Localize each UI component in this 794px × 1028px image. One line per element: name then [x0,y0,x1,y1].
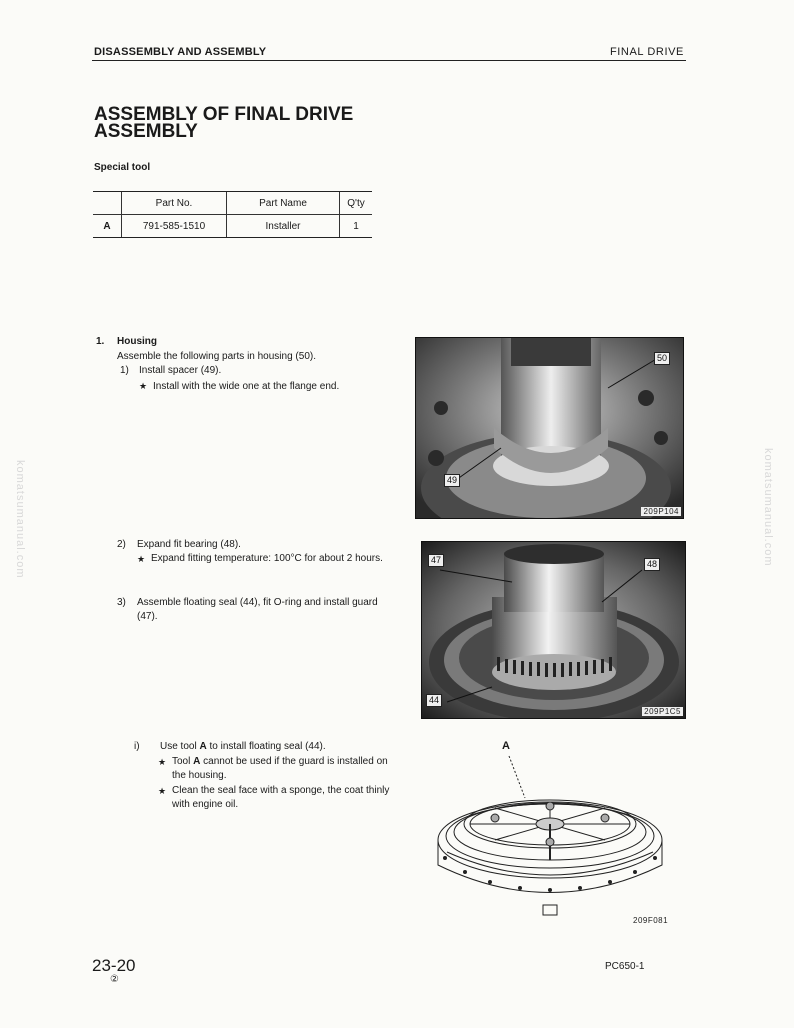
tool-label: A [502,740,510,752]
sub4-text-post: to install floating seal (44). [206,741,326,752]
housing-photo-image [416,338,683,518]
page-number: 23-20 [92,956,136,975]
figure-installer-drawing [425,740,685,940]
sub4-text [160,740,326,754]
star-icon: ★ [158,757,167,767]
figure-bearing-photo [421,541,686,719]
figure-code: 209F081 [633,916,669,925]
table-header-cell: Part Name [227,192,340,215]
header-chapter: FINAL DRIVE [609,46,684,58]
sub1-note [139,379,399,394]
table-header-cell: Q'ty [340,192,373,215]
sub2-note-text: Expand fitting temperature: 100°C for about 2 hours. [151,553,383,564]
sub4-note2 [158,784,394,812]
sub4-note1 [158,755,394,783]
step1-number: 1. [96,336,105,347]
sub4-number: i) [134,741,140,752]
table-row [93,215,372,238]
table-cell: Installer [227,215,340,238]
figure-code: 209P1C5 [644,707,681,716]
sub1-text: Install spacer (49). [139,365,222,376]
sub1-note-text: Install with the wide one at the flange end. [153,381,340,392]
sub4-note1-post: cannot be used if the guard is installed on the housing. [172,756,388,781]
header-section: DISASSEMBLY AND ASSEMBLY [94,46,267,58]
step1-intro: Assemble the following parts in housing (50). [117,351,316,362]
table-header-row [93,192,372,215]
step1-title: Housing [117,336,157,347]
callout-label: 50 [654,352,670,365]
star-icon: ★ [137,554,146,564]
sub2-number: 2) [117,539,126,550]
table-cell: A [93,215,122,238]
sub3-text: Assemble floating seal (44), fit O-ring and install guard (47). [137,597,378,622]
sub4-note2-text: Clean the seal face with a sponge, the coat thinly with engine oil. [172,785,390,810]
sub4-note1-pre: Tool [172,756,194,767]
callout-label: 49 [444,474,460,487]
callout-label: 47 [428,554,444,567]
revision-mark: ② [110,974,119,985]
sub4-tool-ref: A [199,741,207,752]
installer-line-drawing [425,740,685,940]
special-tool-label: Special tool [94,162,151,173]
table-header-cell: Part No. [122,192,227,215]
callout-label: 44 [426,694,442,707]
model-number: PC650-1 [605,961,645,972]
table-cell: 1 [340,215,373,238]
sub2-note [137,552,394,566]
sub1-number: 1) [120,365,129,376]
page-title: ASSEMBLY OF FINAL DRIVE ASSEMBLY [94,104,354,142]
star-icon: ★ [158,786,167,796]
watermark-left: komatsumanual.com [14,460,26,579]
special-tool-table [93,191,372,238]
sub3-number: 3) [117,597,126,608]
sub2-text: Expand fit bearing (48). [137,539,241,550]
figure-code: 209P104 [643,507,679,516]
watermark-right: komatsumanual.com [762,448,774,567]
table-header-cell [93,192,122,215]
callout-label: 48 [644,558,660,571]
sub4-note1-tool: A [193,756,201,767]
sub4-text-pre: Use tool [160,741,200,752]
header-rule [92,60,686,61]
table-cell: 791-585-1510 [122,215,227,238]
figure-housing-photo [415,337,684,519]
star-icon: ★ [139,381,148,391]
